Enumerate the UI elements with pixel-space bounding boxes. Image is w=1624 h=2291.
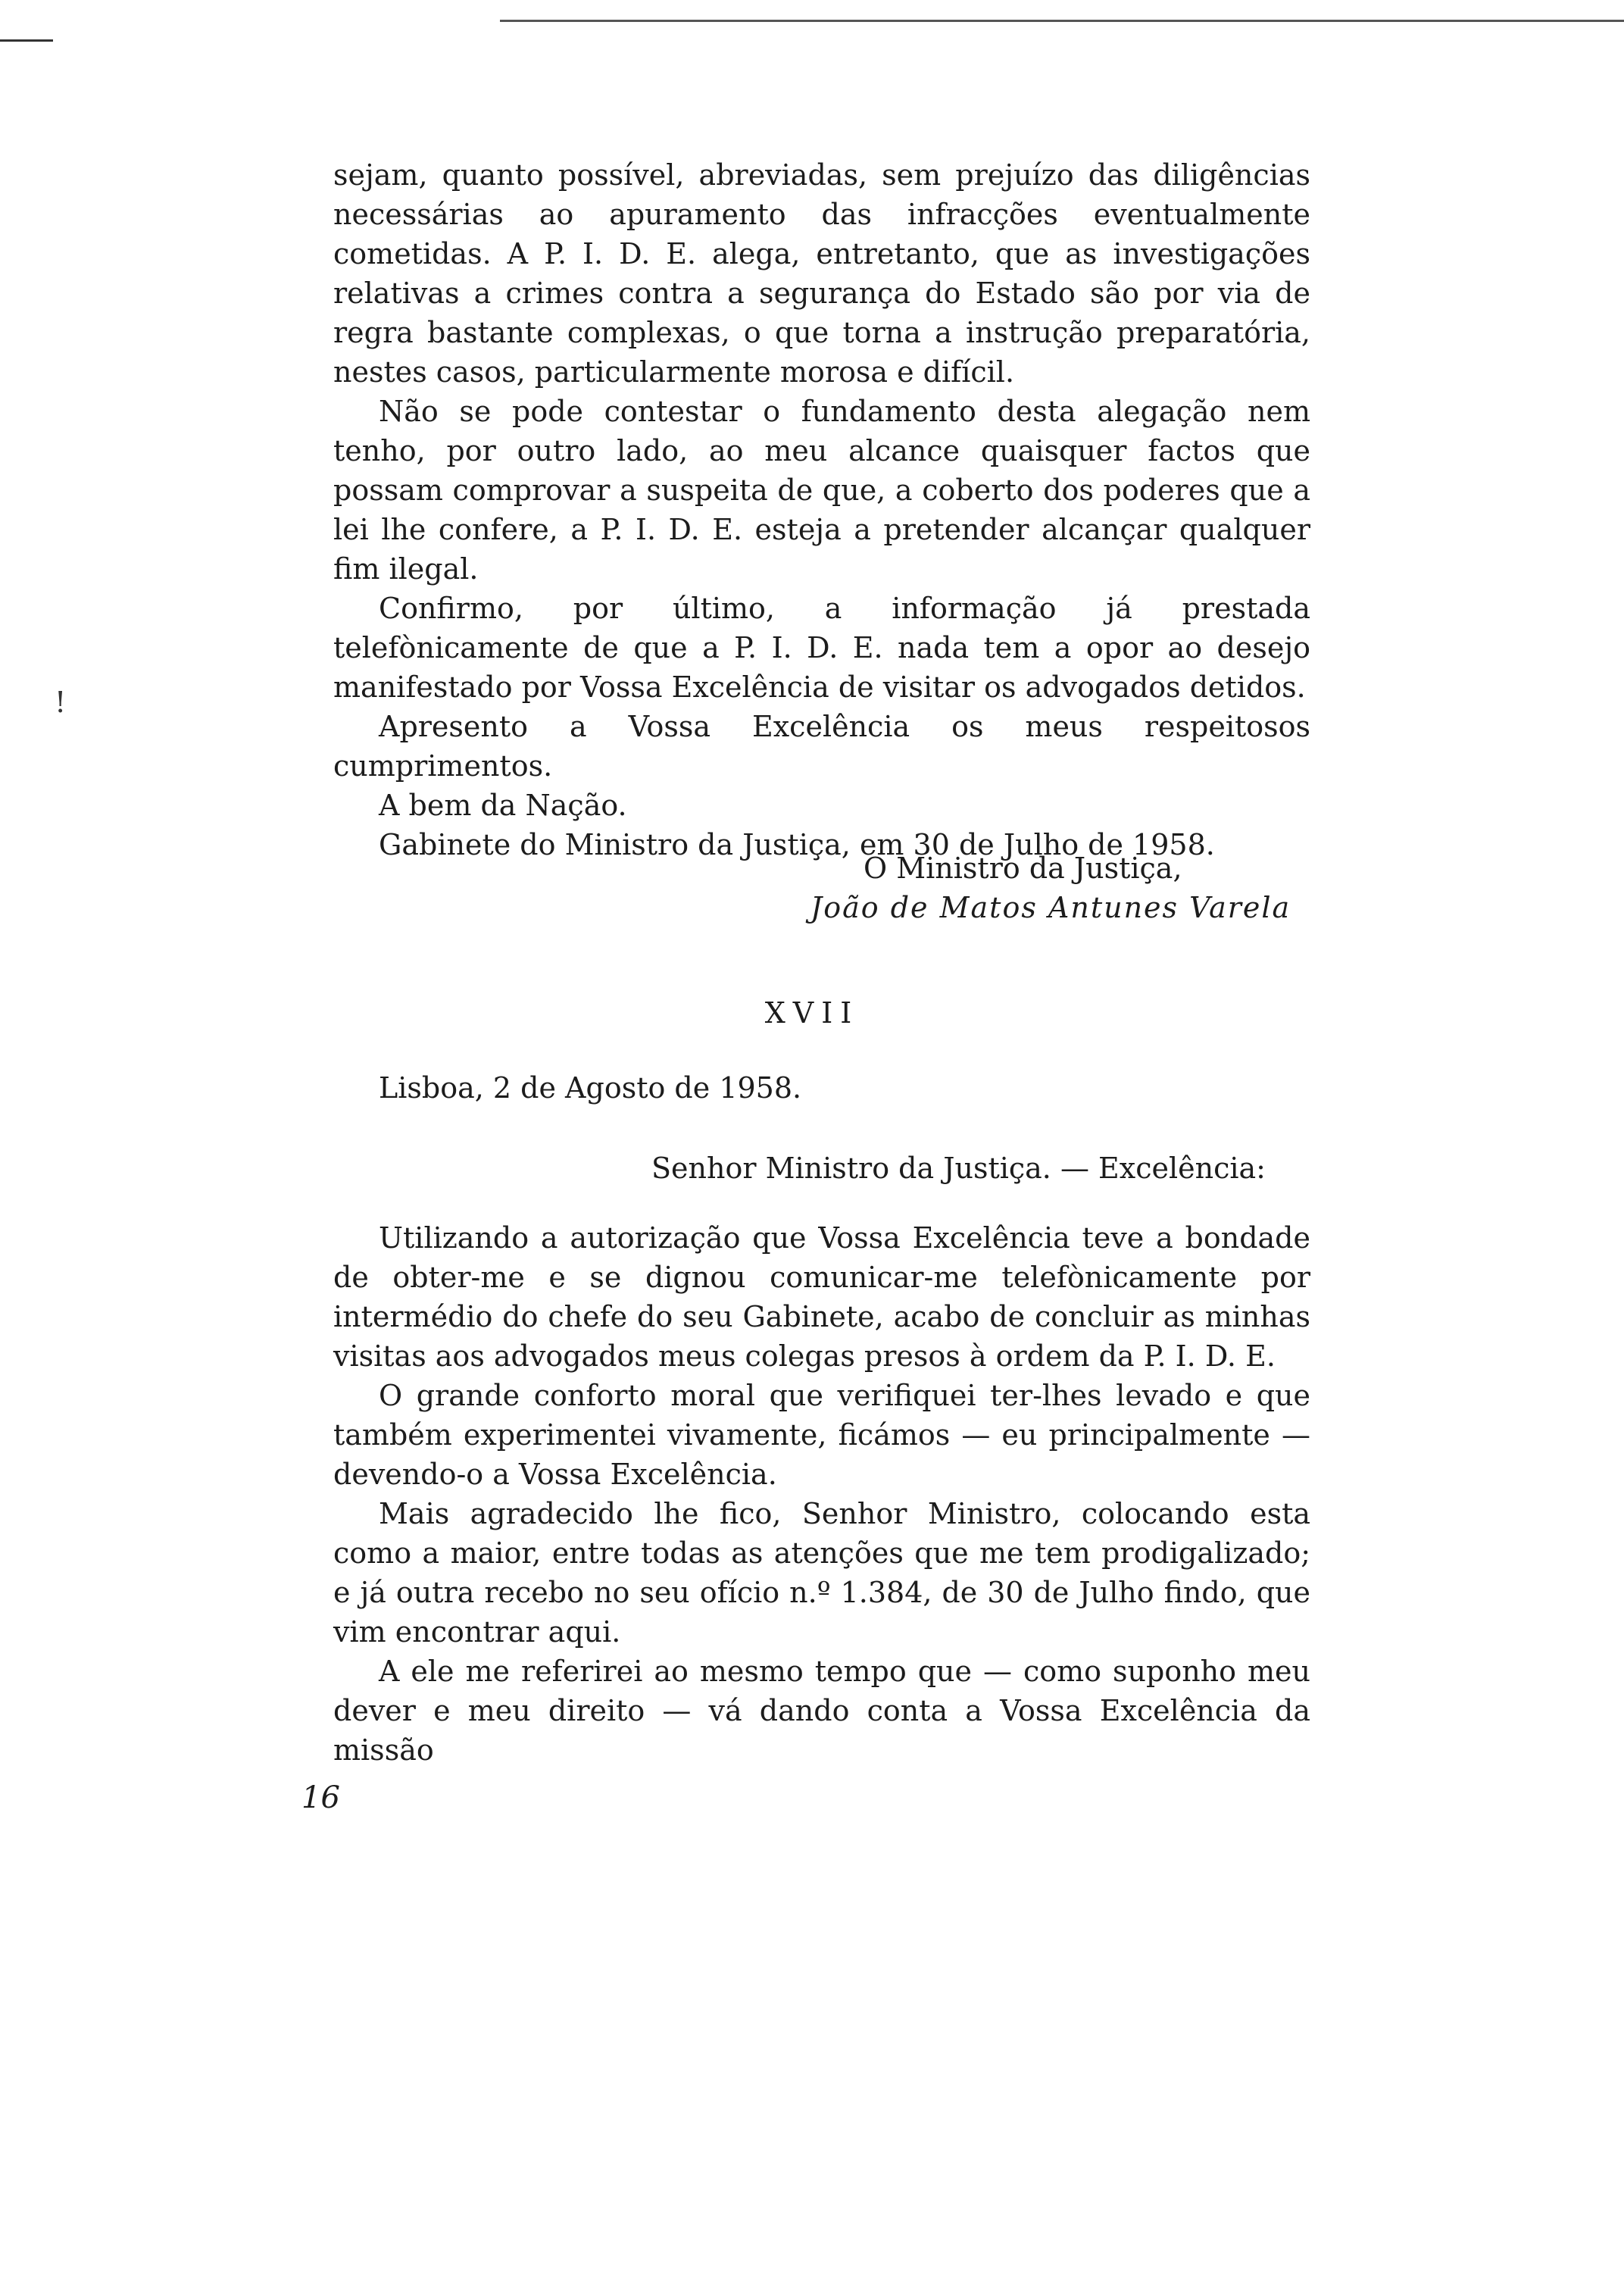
paragraph: Confirmo, por último, a informação já prestada telefònicamente de que a P. I. D. E. nada tem a opor ao desejo manifestado por Vossa Excelência de visitar os advogados detidos. xyxy=(333,592,1310,704)
paragraph: sejam, quanto possível, abreviadas, sem prejuízo das diligências necessárias ao apuramento das infracções eventualmente cometidas. A P. I. D. E. alega, entretanto, que as investigações relativas a crimes contra a segurança do Estado são por via de regra bastante complexas, o que torna a instrução preparatória, nestes casos, particularmente morosa e difícil. xyxy=(333,158,1310,389)
paragraph: A ele me referirei ao mesmo tempo que — como suponho meu dever e meu direito — vá dando conta a Vossa Excelência da missão xyxy=(333,1655,1310,1767)
page-number: 16 xyxy=(301,1780,340,1815)
scan-edge-mark xyxy=(0,39,53,42)
letter-date xyxy=(333,1068,1310,1108)
signature-block xyxy=(810,849,1291,927)
signature-name: João de Matos Antunes Varela xyxy=(810,891,1291,924)
paragraph: Utilizando a autorização que Vossa Excelência teve a bondade de obter-me e se dignou comunicar-me telefònicamente por intermédio do chefe do seu Gabinete, acabo de concluir as minhas visitas aos advogados meus colegas presos à ordem da P. I. D. E. xyxy=(333,1221,1310,1373)
place-date-line: Gabinete do Ministro da Justiça, em 30 de Julho de 1958. xyxy=(379,828,1215,861)
closing-line: Apresento a Vossa Excelência os meus respeitosos cumprimentos. xyxy=(333,710,1310,783)
letter-body xyxy=(333,1218,1310,1770)
paragraph: Mais agradecido lhe fico, Senhor Ministro, colocando esta como a maior, entre todas as atenções que me tem prodigalizado; e já outra recebo no seu ofício n.º 1.384, de 30 de Julho findo, que vim encontrar aqui. xyxy=(333,1497,1310,1649)
scan-edge-line xyxy=(500,20,1624,22)
previous-letter-body xyxy=(333,155,1310,864)
salutation: Senhor Ministro da Justiça. — Excelência: xyxy=(651,1152,1266,1185)
paragraph: O grande conforto moral que verifiquei ter-lhes levado e que também experimentei vivamente, ficámos — eu principalmente — devendo-o a Vossa Excelência. xyxy=(333,1379,1310,1491)
closing-line: A bem da Nação. xyxy=(379,789,627,822)
letter-salutation xyxy=(651,1149,1266,1188)
margin-mark: ! xyxy=(55,686,67,719)
paragraph: Não se pode contestar o fundamento desta alegação nem tenho, por outro lado, ao meu alcance quaisquer factos que possam comprovar a suspeita de que, a coberto dos poderes que a lei lhe confere, a P. I. D. E. esteja a pretender alcançar qualquer fim ilegal. xyxy=(333,395,1310,586)
section-heading: XVII xyxy=(764,996,860,1030)
signature-title: O Ministro da Justiça, xyxy=(864,852,1182,885)
date-line: Lisboa, 2 de Agosto de 1958. xyxy=(379,1071,802,1105)
